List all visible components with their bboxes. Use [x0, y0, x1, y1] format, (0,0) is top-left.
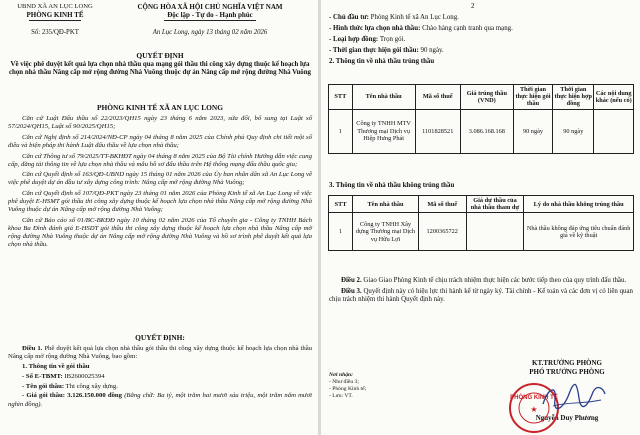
article-1 [8, 345, 312, 410]
table-cell: 1101828521 [415, 109, 460, 153]
table-header-cell: Lý do nhà thầu không trúng thầu [524, 196, 634, 213]
table-header-cell: STT [329, 196, 353, 213]
table-cell: 90 ngày [553, 109, 594, 153]
department-heading: PHÒNG KINH TẾ XÃ AN LỤC LONG [97, 103, 223, 112]
national-header [106, 3, 314, 37]
decision-subject: Về việc phê duyệt kết quả lựa chọn nhà thầu qua mạng gói thầu thi công xây dựng thuộc kế hoạch lựa chọn nhà thầu Nâng cấp mở rộng đường Nhà Vuông thuộc dự án Nâng cấp mở rộng đường Nhà Vuông [8, 61, 312, 77]
section-3-heading [329, 182, 633, 193]
duration-label: - Thời gian thực hiện gói thầu: [329, 46, 419, 54]
table-header-cell: Thời gian thực hiện hợp đồng [554, 86, 592, 108]
table-cell: 1 [329, 109, 353, 153]
table-cell: 90 ngày [513, 109, 552, 153]
basis-paragraph: Căn cứ Nghị định số 214/2024/NĐ-CP ngày 04 tháng 8 năm 2025 của Chính phủ Quy định chi tiết một số điều và biện pháp thi hành Luật đấu thầu về lựa chọn nhà thầu; [8, 133, 312, 149]
signature-underline [553, 400, 601, 406]
table-header-cell: Các nội dung khác (nếu có) [594, 85, 634, 110]
winner-table [328, 84, 634, 154]
article-1-text: Phê duyệt kết quả lựa chọn nhà thầu gói thầu thi công xây dựng thuộc kế hoạch lựa chọn nhà thầu Nâng cấp mở rộng đường Nhà Vuông, bao gồm: [8, 345, 313, 361]
recipient-item: - Như điều 3; [329, 379, 359, 385]
table-header-cell: Giá dự thầu của nhà thầu tham dự [466, 196, 524, 213]
non-winner-table [328, 195, 634, 251]
recipient-item: - Lưu: VT. [329, 393, 353, 399]
article-2-text: Giao Giao Phòng Kinh tế chịu trách nhiệm thực hiện các bước tiếp theo của quy trình đấu thầu. [363, 277, 627, 284]
agency-name: PHÒNG KINH TẾ [26, 11, 84, 19]
seal-text: PHÒNG KINH TẾ [510, 395, 558, 401]
contract-type-value: Trọn gói. [379, 35, 406, 43]
basis-paragraph: Căn cứ Luật Đấu thầu số 22/2023/QH15 ngày 23 tháng 6 năm 2023, sửa đổi, bổ sung tại Luật số 57/2024/QH15, Luật số 90/2025/QH15; [8, 115, 312, 131]
table-cell: 1200365722 [418, 213, 466, 251]
ebmt-label: - Số E-TBMT: [22, 372, 63, 380]
document-number: Số: 235/QĐ-PKT [31, 28, 79, 36]
agency-parent: UBND XÃ AN LỤC LONG [17, 3, 93, 10]
table-header-row [329, 85, 634, 110]
ebmt-value: IB2600025394 [64, 372, 105, 380]
document-date: An Lục Long, ngày 13 tháng 02 năm 2026 [152, 28, 268, 36]
articles-2-3 [329, 277, 633, 307]
package-details [329, 14, 633, 68]
page-number: 2 [471, 2, 475, 10]
table-header-cell: Mã số thuế [415, 85, 460, 110]
investor-label: - Chủ đầu tư: [329, 14, 369, 21]
package-name-value: Thi công xây dựng. [65, 382, 118, 390]
table-header-cell: Giá trúng thầu (VND) [460, 85, 513, 110]
table-cell: 1 [329, 213, 353, 251]
section-1-title: 1. Thông tin về gói thầu [22, 363, 90, 370]
table-cell: Công ty TNHH MTV Thương mại Dịch vụ Hiệp Hưng Phát [352, 109, 415, 153]
decides-heading: QUYẾT ĐỊNH: [135, 333, 185, 342]
nation-name: CỘNG HÒA XÃ HỘI CHỦ NGHĨA VIỆT NAM [137, 3, 283, 11]
article-3-label: Điều 3. [341, 287, 362, 295]
selection-method-value: Chào hàng cạnh tranh qua mạng. [422, 24, 513, 32]
decision-title: QUYẾT ĐỊNH [136, 51, 184, 60]
right-page [321, 0, 640, 435]
contract-type-label: - Loại hợp đồng: [329, 35, 379, 43]
section-2-title: 2. Thông tin về nhà thầu trúng thầu [329, 57, 435, 65]
national-motto: Độc lập - Tự do - Hạnh phúc [167, 11, 253, 19]
selection-method-label: - Hình thức lựa chọn nhà thầu: [329, 24, 421, 32]
package-price-label: - Giá gói thầu: [22, 392, 66, 400]
basis-paragraph: Căn cứ Thông tư số 79/2025/TT-BKHĐT ngày 04 tháng 8 năm 2025 của Bộ Tài chính Hướng dẫn việc cung cấp, đăng tải thông tin về lựa chọn nhà thầu và mẫu hồ sơ đấu thầu trên Hệ thống mạng đấu thầu quốc gia; [8, 152, 312, 168]
seal-star-icon: ★ [530, 405, 538, 414]
table-cell: 3.086.168.168 [460, 109, 513, 153]
handwritten-signature [539, 380, 609, 414]
table-header-cell: Thời gian thực hiện gói thầu [513, 85, 552, 110]
table-cell: Nhà thầu không đáp ứng tiêu chuẩn đánh giá về kỹ thuật [524, 213, 634, 251]
table-header-cell: Tên nhà thầu [353, 196, 419, 213]
table-header-cell: Mã số thuế [418, 196, 466, 213]
signer-name: Nguyễn Duy Phương [535, 414, 599, 423]
article-3-text: Quyết định này có hiệu lực thi hành kể từ ngày ký. Tài chính - Kế toán và các đơn vị có liên quan chịu trách nhiệm thi hành Quyết định này. [329, 287, 633, 304]
motto-divider [164, 20, 256, 21]
legal-basis-list [8, 115, 312, 252]
agency-divider [29, 20, 81, 21]
basis-paragraph: Căn cứ Quyết định số 107/QĐ-PKT ngày 23 tháng 01 năm 2026 của Phòng Kinh tế xã An Lục Long về việc phê duyệt E-HSMT gói thầu thi công xây dựng thuộc kế hoạch lựa chọn nhà thầu Nâng cấp mở rộng đường Nhà Vuông thuộc dự án Nâng cấp mở rộng đường Nhà Vuông; [8, 190, 312, 214]
recipient-item: - Phòng Kinh tế; [329, 386, 367, 392]
article-2-label: Điều 2. [341, 277, 362, 284]
table-cell [594, 109, 634, 153]
article-1-label: Điều 1. [22, 345, 43, 352]
left-page [0, 0, 318, 435]
basis-paragraph: Căn cứ Báo cáo số 01/BC-BKĐĐ ngày 10 tháng 02 năm 2026 của Tổ chuyên gia - Công ty TNHH Bách khoa Ba Đình đánh giá E-HSDT gói thầu thi công xây dựng thuộc kế hoạch lựa chọn nhà thầu Nâng cấp mở rộng đường Nhà Vuông thuộc dự án Nâng cấp mở rộng đường Nhà Vuông và hồ sơ trình phê duyệt kết quả lựa chọn nhà thầu. [8, 217, 312, 249]
agency-header [4, 3, 106, 37]
recipients-label: Nơi nhận: [329, 372, 353, 378]
table-header-cell: STT [329, 85, 353, 110]
basis-paragraph: Căn cứ Quyết định số 163/QĐ-UBND ngày 15 tháng 01 năm 2026 của Ủy ban nhân dân xã An Lục Long về việc phê duyệt dự án đầu tư xây dựng công trình: Nâng cấp mở rộng đường Nhà Vuông; [8, 171, 312, 187]
package-price-value: 3.126.150.000 đồng [67, 392, 122, 400]
sign-title: PHÓ TRƯỞNG PHÒNG [529, 367, 605, 376]
package-price-words: (Bằng chữ: Ba tỷ, một trăm hai mươi sáu triệu, một trăm năm mươi nghìn đồng). [8, 392, 313, 408]
table-row [329, 213, 634, 251]
sign-for: KT.TRƯỞNG PHÒNG [532, 359, 602, 367]
investor-value: Phòng Kinh tế xã An Lục Long. [370, 14, 459, 21]
table-header-cell: Tên nhà thầu [352, 85, 415, 110]
section-3-title: 3. Thông tin về nhà thầu không trúng thầu [329, 182, 455, 189]
table-header-row [329, 196, 634, 213]
recipients [329, 372, 366, 400]
duration-value: 90 ngày. [420, 46, 444, 54]
table-cell: Công ty TNHH Xây dựng Thương mại Dịch vụ Hữu Lợi [353, 213, 419, 251]
package-name-label: - Tên gói thầu: [22, 382, 65, 390]
table-cell [466, 213, 524, 251]
table-row [329, 109, 634, 153]
signature-stroke [543, 384, 605, 408]
